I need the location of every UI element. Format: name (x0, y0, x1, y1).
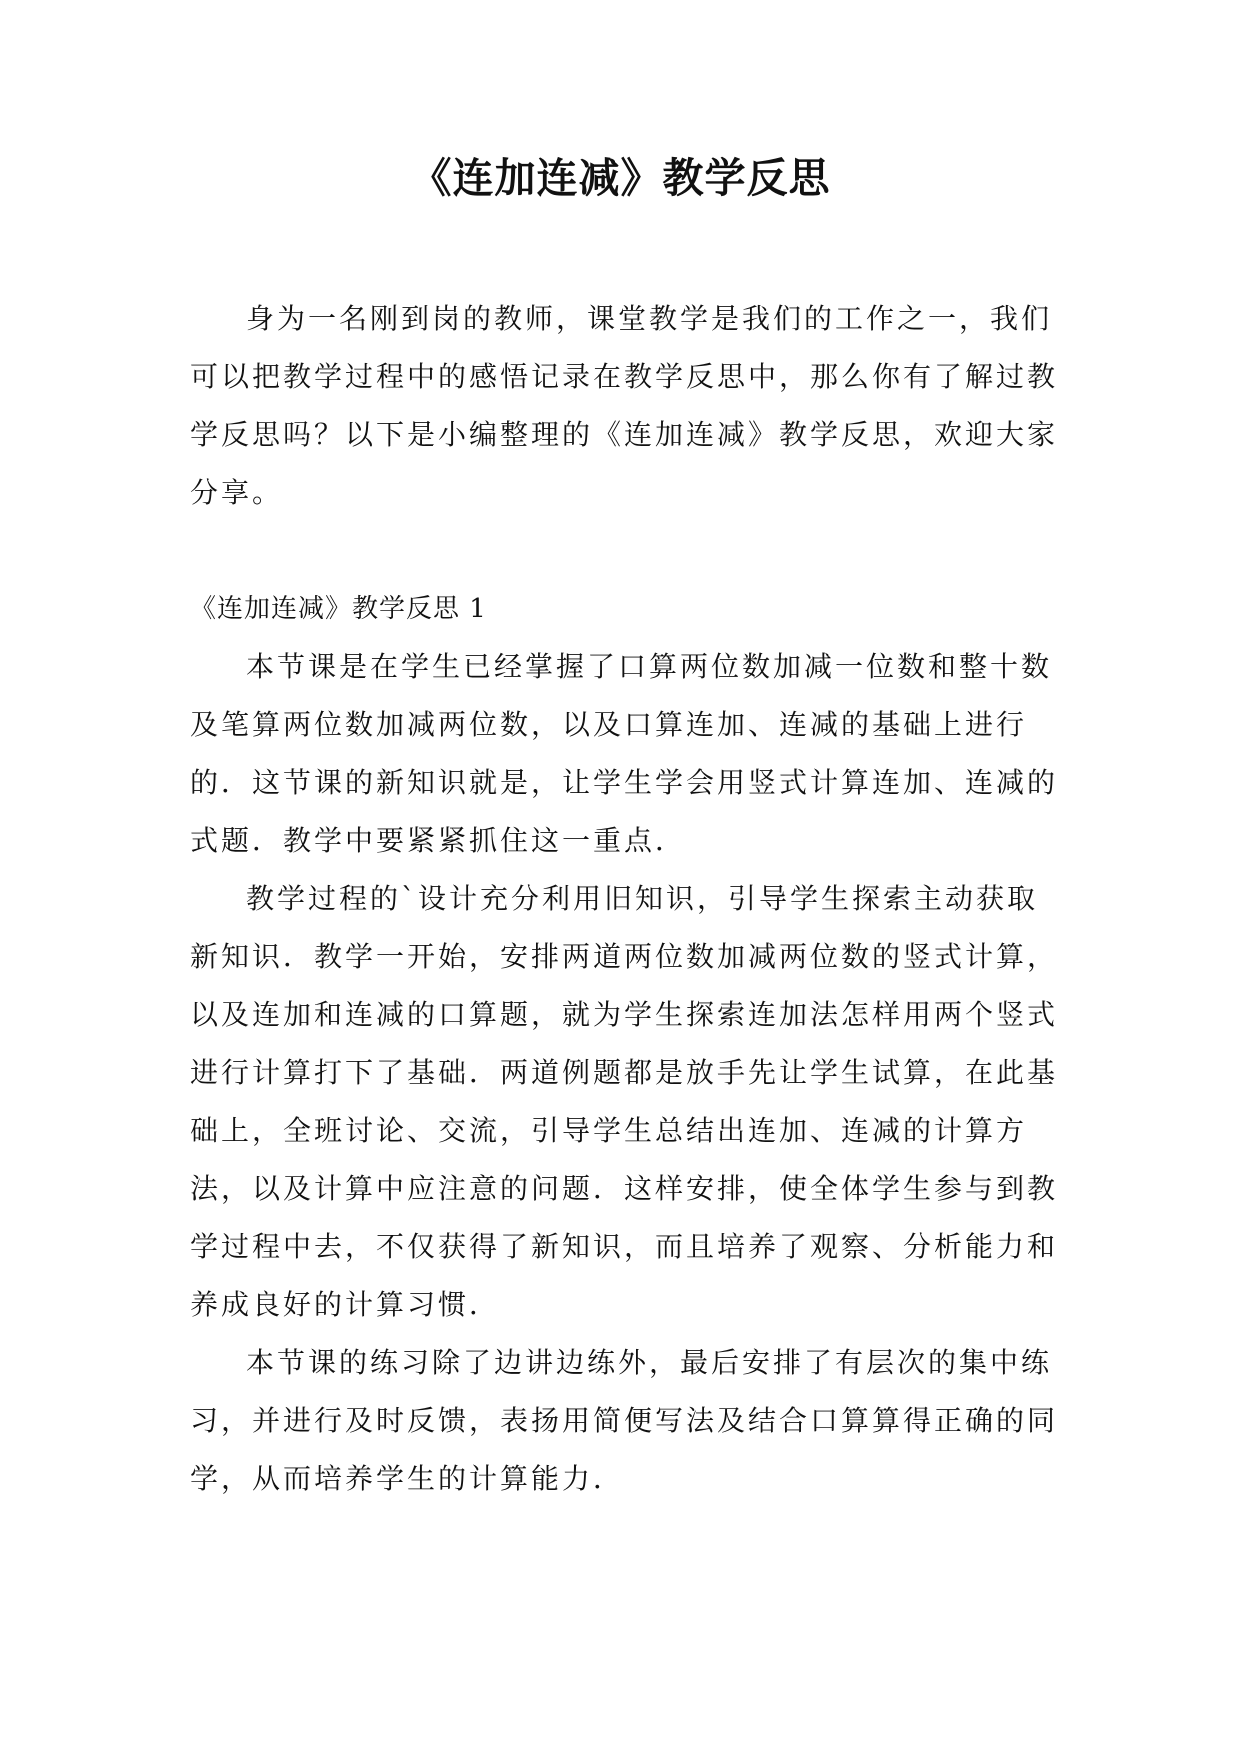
document-title: 《连加连减》教学反思 (410, 154, 831, 202)
document-body (190, 290, 1068, 1508)
section-heading: 《连加连减》教学反思 1 (190, 594, 487, 624)
intro-paragraph: 身为一名刚到岗的教师，课堂教学是我们的工作之一，我们可以把教学过程中的感悟记录在教学反思中，那么你有了解过教学反思吗？以下是小编整理的《连加连减》教学反思，欢迎大家分享。 (190, 302, 1059, 509)
body-paragraph-1: 本节课是在学生已经掌握了口算两位数加减一位数和整十数及笔算两位数加减两位数，以及口算连加、连减的基础上进行的．这节课的新知识就是，让学生学会用竖式计算连加、连减的式题．教学中要紧紧抓住这一重点． (190, 650, 1059, 857)
body-paragraph-2: 教学过程的`设计充分利用旧知识，引导学生探索主动获取新知识．教学一开始，安排两道两位数加减两位数的竖式计算，以及连加和连减的口算题，就为学生探索连加法怎样用两个竖式进行计算打下了基础．两道例题都是放手先让学生试算，在此基础上，全班讨论、交流，引导学生总结出连加、连减的计算方法，以及计算中应注意的问题．这样安排，使全体学生参与到教学过程中去，不仅获得了新知识，而且培养了观察、分析能力和养成良好的计算习惯． (190, 882, 1059, 1321)
body-paragraph-3: 本节课的练习除了边讲边练外，最后安排了有层次的集中练习，并进行及时反馈，表扬用简便写法及结合口算算得正确的同学，从而培养学生的计算能力． (190, 1346, 1059, 1495)
